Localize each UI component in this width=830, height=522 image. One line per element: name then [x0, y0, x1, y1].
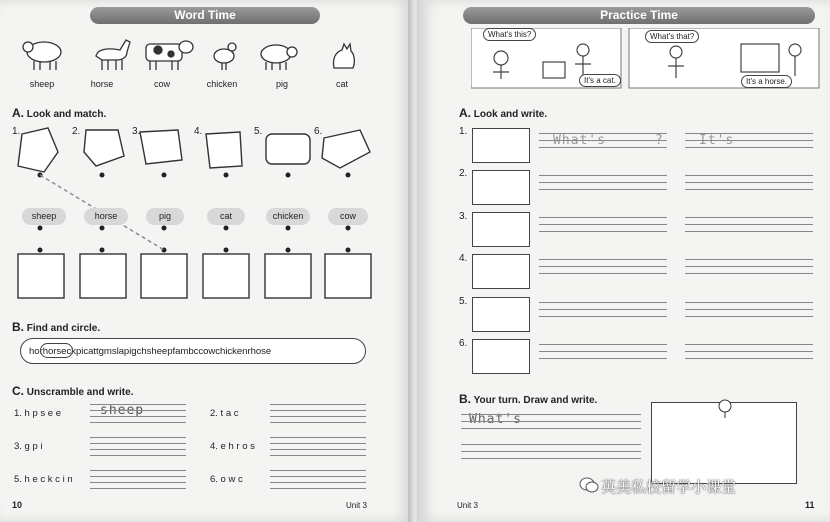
match-label-cow: cow — [328, 208, 368, 225]
item-number: 4. — [194, 126, 203, 137]
section-b-title-right: Your turn. Draw and write. — [473, 395, 598, 406]
speech-bubble-its-a-cat: It's a cat. — [579, 74, 621, 87]
unit-label-right: Unit 3 — [457, 501, 478, 510]
answer-example: sheep — [100, 403, 145, 418]
example-whats: What's — [553, 133, 606, 148]
section-c-heading — [12, 384, 133, 398]
unscramble-q2: 2. t a c — [210, 408, 239, 419]
word-search-bone — [20, 338, 366, 364]
wechat-icon — [579, 476, 599, 494]
item-number: 1. — [12, 126, 21, 137]
section-a-heading — [12, 106, 106, 120]
example-question-mark: ? — [655, 133, 664, 148]
page-number-left: 10 — [12, 500, 23, 510]
pushpin-icon — [717, 399, 733, 419]
speech-bubble-its-a-horse: It's a horse. — [741, 75, 792, 88]
item-number: 6. — [314, 126, 323, 137]
animal-label-pig: pig — [275, 79, 288, 89]
speech-bubble-whats-this: What's this? — [483, 28, 536, 41]
picture-hand-pig — [472, 339, 530, 374]
circled-word — [40, 343, 73, 358]
page-number-right: 11 — [805, 500, 815, 510]
watermark-text: 英美私校留学小课堂 — [601, 478, 737, 496]
animal-label-cow: cow — [153, 79, 170, 89]
right-page — [419, 0, 830, 522]
item-number: 6. — [459, 338, 468, 349]
example-whats-b: What's — [469, 412, 522, 427]
animal-label-sheep: sheep — [29, 79, 55, 89]
animal-label-cat: cat — [335, 79, 348, 89]
match-label-sheep: sheep — [22, 208, 66, 225]
item-number: 3. — [459, 211, 468, 222]
picture-hand-cat — [472, 128, 530, 163]
item-number: 2. — [72, 126, 81, 137]
match-label-chicken: chicken — [266, 208, 310, 225]
section-a-heading-right — [459, 106, 547, 120]
animal-pictures — [16, 30, 396, 78]
word-search-letters: horhorseckpicattgmslapigchsheepfambccowchickenrhose — [29, 346, 272, 357]
section-b-heading — [12, 320, 100, 334]
section-c-letter: C. — [12, 384, 24, 398]
animal-label-chicken: chicken — [206, 79, 238, 89]
section-b-letter-right: B. — [459, 392, 471, 406]
section-b-title: Find and circle. — [26, 323, 101, 334]
section-b-heading-right — [459, 392, 597, 406]
word-time-banner: Word Time — [90, 7, 320, 24]
animal-label-horse: horse — [90, 79, 114, 89]
left-page — [0, 0, 411, 522]
unscramble-q5: 5. h e c k c i n — [14, 474, 73, 485]
section-b-letter: B. — [12, 320, 24, 334]
item-number: 2. — [459, 168, 468, 179]
section-a-letter: A. — [12, 106, 24, 120]
picture-hand-chicken — [472, 297, 530, 332]
item-number: 5. — [459, 296, 468, 307]
section-a-title-right: Look and write. — [473, 109, 548, 120]
unscramble-q3: 3. g p i — [14, 441, 43, 452]
unit-label-left: Unit 3 — [346, 501, 367, 510]
item-number: 3. — [132, 126, 141, 137]
example-its: It's — [699, 133, 735, 148]
picture-hand-sheep — [472, 212, 530, 247]
unscramble-q4: 4. e h r o s — [210, 441, 255, 452]
unscramble-q1: 1. h p s e e — [14, 408, 62, 419]
section-c-title: Unscramble and write. — [26, 387, 134, 398]
speech-bubble-whats-that: What's that? — [645, 30, 699, 43]
unscramble-q6: 6. o w c — [210, 474, 243, 485]
picture-hand-horse — [472, 170, 530, 205]
match-label-horse: horse — [84, 208, 128, 225]
picture-hand-cow — [472, 254, 530, 289]
item-number: 5. — [254, 126, 263, 137]
item-number: 1. — [459, 126, 468, 137]
section-a-letter-right: A. — [459, 106, 471, 120]
section-a-title: Look and match. — [26, 109, 107, 120]
item-number: 4. — [459, 253, 468, 264]
practice-time-banner: Practice Time — [463, 7, 815, 24]
match-label-cat: cat — [207, 208, 245, 225]
match-label-pig: pig — [146, 208, 184, 225]
